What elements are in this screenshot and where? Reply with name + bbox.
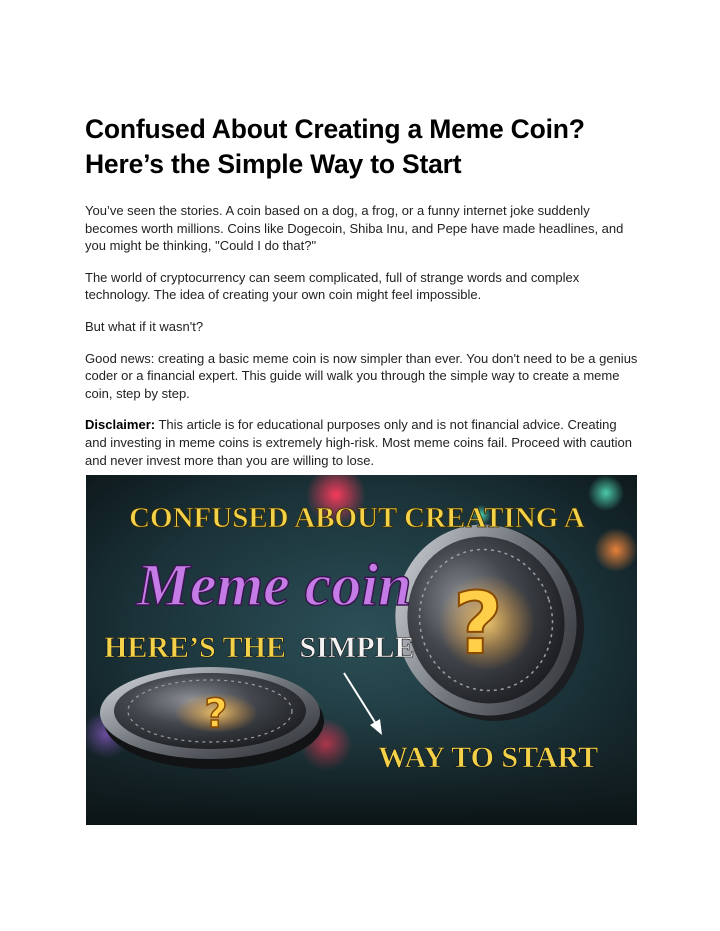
hero-script-title: Meme coin [136,552,412,618]
hero-line-2 [104,631,415,664]
bokeh-light [588,475,624,511]
disclaimer-text: This article is for educational purposes only and is not financial advice. Creating and investing in meme coins is extremely high-risk. Most meme coins fail. Proceed with caution and never invest more than you are willing to lose. [85,417,632,468]
paragraph-intro: You’ve seen the stories. A coin based on a dog, a frog, or a funny internet joke suddenly becomes worth millions. Coins like Dogecoin, Shiba Inu, and Pepe have made headlines, and you might be thinking, "Could I do that?" [85,203,624,254]
bokeh-light [594,528,637,572]
coin-left-question-mark: ? [204,691,228,737]
article-title-line-1: Confused About Creating a Meme Coin? [85,114,585,144]
coin-right-question-mark: ? [453,574,503,674]
paragraph-complexity: The world of cryptocurrency can seem complicated, full of strange words and complex technology. The idea of creating your own coin might feel impossible. [85,269,580,303]
paragraph-question: But what if it wasn't? [85,318,204,334]
article-title-line-2: Here’s the Simple Way to Start [85,149,462,179]
paragraph-disclaimer [85,416,640,469]
article-title [85,112,640,182]
hero-image [86,475,637,825]
hero-line-2-white: SIMPLE [299,631,415,664]
paragraph-good-news: Good news: creating a basic meme coin is now simpler than ever. You don't need to be a genius coder or a financial expert. This guide will walk you through the simple way to create a meme coin, step by step. [85,350,638,401]
article [85,112,640,483]
disclaimer-label: Disclaimer: [85,417,156,433]
hero-headline: CONFUSED ABOUT CREATING A [129,502,585,534]
hero-line-3: WAY TO START [378,741,599,774]
hero-line-2-gold: HERE’S THE [104,631,287,664]
